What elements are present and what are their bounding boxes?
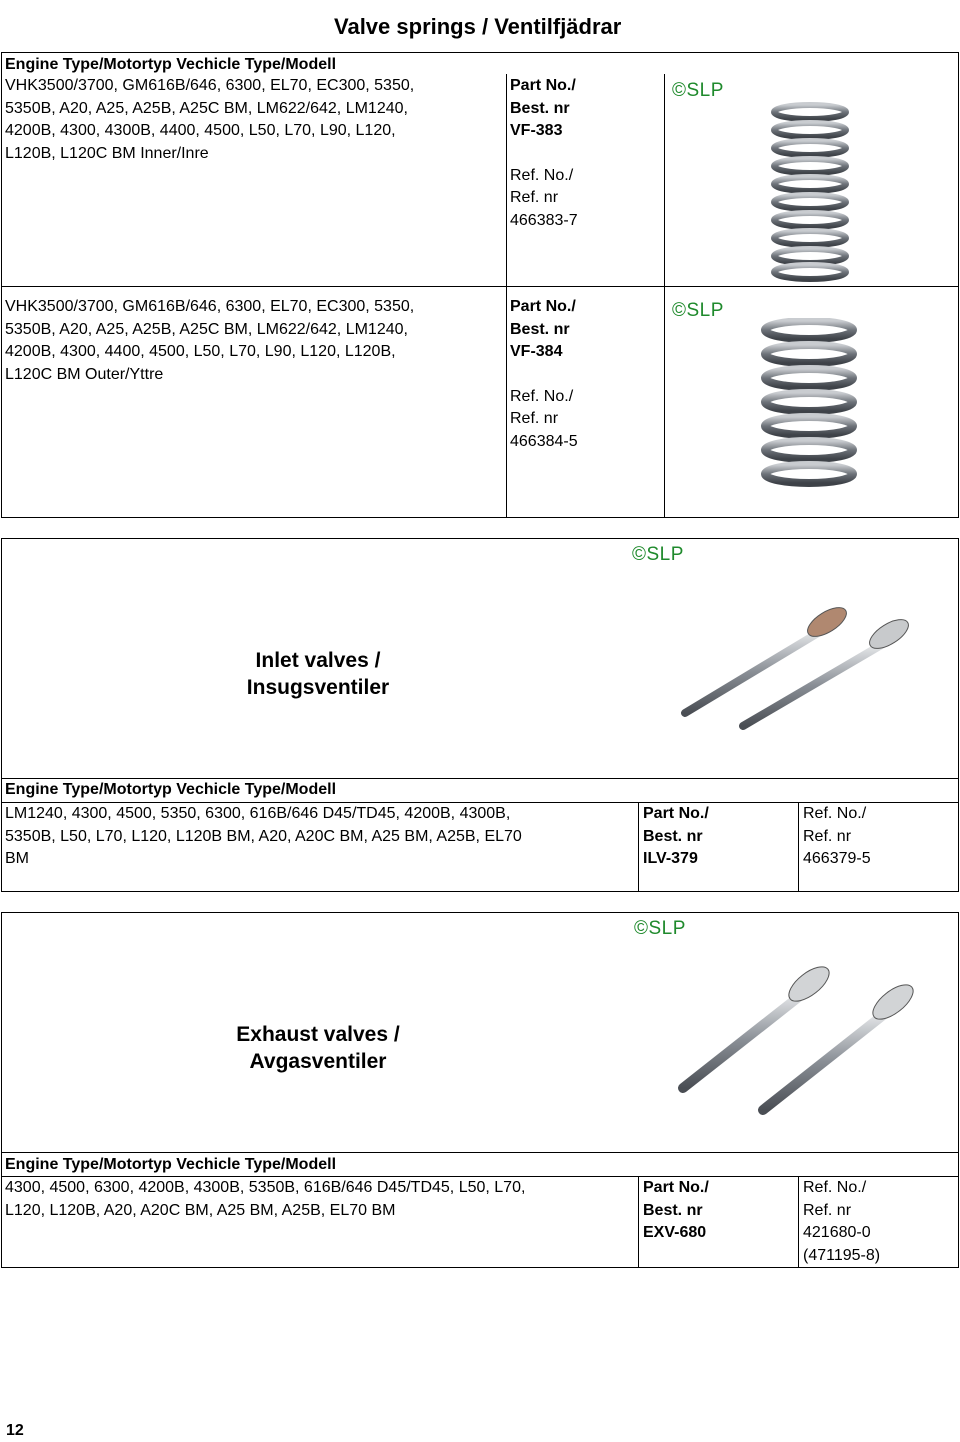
part-number: EXV-680 <box>643 1224 707 1241</box>
exhaust-valves-image <box>665 960 950 1120</box>
part-label: Best. nr <box>510 320 570 338</box>
ref-number-alt: (471195-8) <box>803 1246 881 1264</box>
part-number: ILV-379 <box>643 850 698 867</box>
engine-line: 4300, 4500, 6300, 4200B, 4300B, 5350B, 616B/646 D45/TD45, L50, L70, <box>5 1179 526 1196</box>
inlet-valves-image <box>665 598 950 738</box>
inlet-header: Engine Type/Motortyp Vechicle Type/Modell <box>5 781 337 798</box>
exhaust-col-divider-2 <box>798 1176 799 1268</box>
inlet-header-divider <box>1 778 959 779</box>
ref-label: Ref. nr <box>803 1201 852 1219</box>
ref-label: Ref. nr <box>510 189 559 206</box>
spring-1-copyright: ©SLP <box>672 80 724 101</box>
engine-line: 5350B, A20, A25, A25B, A25C BM, LM622/642, LM1240, <box>5 320 408 338</box>
engine-line: 4200B, 4300, 4300B, 4400, 4500, L50, L70, L90, L120, <box>5 122 396 139</box>
springs-col-divider-2 <box>664 74 665 518</box>
inlet-col-divider-2 <box>798 802 799 892</box>
ref-label: Ref. No./ <box>510 166 574 184</box>
exhaust-copyright: ©SLP <box>634 918 686 939</box>
spring-2-engines <box>5 296 414 386</box>
spring-2-part <box>510 296 578 453</box>
page-number: 12 <box>6 1422 24 1439</box>
engine-line: LM1240, 4300, 4500, 5350, 6300, 616B/646 D45/TD45, 4200B, 4300B, <box>5 805 511 822</box>
ref-number: 466379-5 <box>803 850 871 867</box>
inlet-copyright: ©SLP <box>632 544 684 565</box>
inlet-ref <box>803 803 871 871</box>
title-line: Insugsventiler <box>246 676 390 699</box>
title-line: Exhaust valves / <box>236 1023 400 1046</box>
engine-line: VHK3500/3700, GM616B/646, 6300, EL70, EC300, 5350, <box>5 298 415 315</box>
exhaust-col-divider <box>638 1176 639 1268</box>
engine-line: L120C BM Outer/Yttre <box>5 365 164 383</box>
exhaust-header-divider <box>1 1152 959 1153</box>
ref-label: Ref. nr <box>803 827 852 845</box>
part-number: VF-383 <box>510 122 563 139</box>
engine-line: 5350B, A20, A25, A25B, A25C BM, LM622/642, LM1240, <box>5 99 408 117</box>
part-number: VF-384 <box>510 343 563 360</box>
engine-line: L120, L120B, A20, A20C BM, A25 BM, A25B, EL70 BM <box>5 1201 396 1219</box>
exhaust-engines <box>5 1177 525 1222</box>
ref-number: 466384-5 <box>510 432 578 450</box>
exhaust-ref <box>803 1177 880 1267</box>
spring-1-engines <box>5 75 414 165</box>
ref-label: Ref. No./ <box>803 1179 867 1196</box>
engine-line: VHK3500/3700, GM616B/646, 6300, EL70, EC300, 5350, <box>5 77 415 94</box>
engine-line: 4200B, 4300, 4400, 4500, L50, L70, L90, L120, L120B, <box>5 343 396 360</box>
title-line: Inlet valves / <box>255 649 381 672</box>
exhaust-part <box>643 1177 709 1245</box>
part-label: Best. nr <box>643 827 703 845</box>
springs-row-divider <box>1 286 959 287</box>
engine-line: 5350B, L50, L70, L120, L120B BM, A20, A20C BM, A25 BM, A25B, EL70 <box>5 827 522 845</box>
part-label: Part No./ <box>643 805 709 822</box>
spring-outer-image <box>752 318 867 488</box>
ref-label: Ref. nr <box>510 410 559 427</box>
inlet-engines <box>5 803 522 871</box>
engine-line: L120B, L120C BM Inner/Inre <box>5 144 209 162</box>
title-line: Avgasventiler <box>249 1050 387 1073</box>
inlet-title <box>200 647 436 701</box>
springs-header: Engine Type/Motortyp Vechicle Type/Modell <box>5 56 337 73</box>
spring-2-copyright: ©SLP <box>672 300 724 321</box>
ref-number: 466383-7 <box>510 211 578 229</box>
part-label: Best. nr <box>510 99 570 117</box>
engine-line: BM <box>5 850 29 867</box>
part-label: Part No./ <box>643 1179 709 1196</box>
ref-label: Ref. No./ <box>803 805 867 822</box>
inlet-col-divider <box>638 802 639 892</box>
spring-1-part <box>510 75 578 232</box>
exhaust-title <box>200 1021 436 1075</box>
spring-inner-image <box>760 100 860 285</box>
part-label: Best. nr <box>643 1201 703 1219</box>
inlet-part <box>643 803 709 871</box>
springs-col-divider <box>506 74 507 518</box>
ref-number: 421680-0 <box>803 1224 871 1241</box>
part-label: Part No./ <box>510 298 576 315</box>
exhaust-header: Engine Type/Motortyp Vechicle Type/Modell <box>5 1156 337 1173</box>
springs-title: Valve springs / Ventilfjädrar <box>334 14 622 39</box>
ref-label: Ref. No./ <box>510 387 574 405</box>
part-label: Part No./ <box>510 77 576 94</box>
